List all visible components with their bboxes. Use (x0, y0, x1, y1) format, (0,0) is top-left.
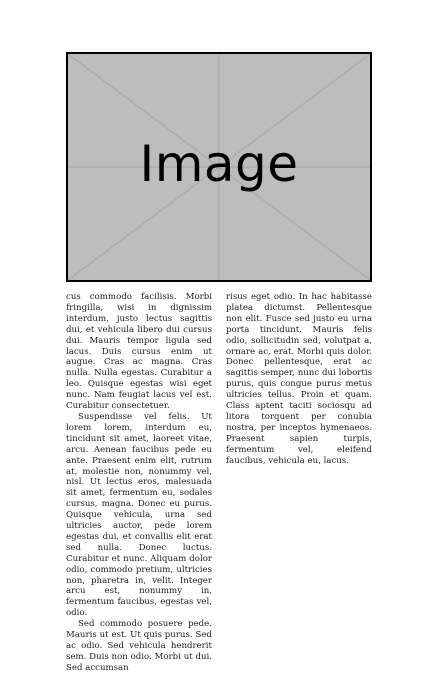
left-column (66, 292, 212, 673)
paragraph: cus commodo facilisis. Morbi fringilla, wisi in dignissim interdum, justo lectus sagittis dui, et vehicula libero dui cursus dui. Mauris tempor ligula sed lacus. Duis cursus enim ut augue. Cras ac magna. Cras nulla. Nulla egestas. Curabitur a leo. Quisque egestas wisi eget nunc. Nam feugiat lacus vel est. Curabitur consectetuer. (66, 292, 212, 412)
paragraph: Suspendisse vel felis. Ut lorem lorem, interdum eu, tincidunt sit amet, laoreet vitae, arcu. Aenean faucibus pede eu ante. Praesent enim elit, rutrum at, molestie non, nonummy vel, nisl. Ut lectus eros, malesuada sit amet, fermentum eu, sodales cursus, magna. Donec eu purus. Quisque vehicula, urna sed ultricies auctor, pede lorem egestas dui, et convallis elit erat sed nulla. Donec luctus. Curabitur et nunc. Aliquam dolor odio, commodo pretium, ultricies non, pharetra in, velit. Integer arcu est, nonummy in, fermentum faucibus, egestas vel, odio. (66, 411, 212, 619)
paragraph: risus eget odio. In hac habitasse platea dictumst. Pellentesque non elit. Fusce sed justo eu urna porta tincidunt. Mauris felis odio, sollicitudin sed, volutpat a, ornare ac, erat. Morbi quis dolor. Donec pellentesque, erat ac sagittis semper, nunc dui lobortis purus, quis congue purus metus ultricies tellus. Proin et quam. Class aptent taciti sociosqu ad litora torquent per conubia nostra, per inceptos hymenaeos. Praesent sapien turpis, fermentum vel, eleifend faucibus, vehicula eu, lacus. (226, 292, 372, 466)
two-column-body (66, 292, 372, 673)
image-placeholder (66, 52, 372, 282)
right-column (226, 292, 372, 622)
paragraph: Sed commodo posuere pede. Mauris ut est. Ut quis purus. Sed ac odio. Sed vehicula hendrerit sem. Duis non odio. Morbi ut dui. Sed accumsan (66, 619, 212, 673)
image-placeholder-label: Image (139, 135, 299, 193)
